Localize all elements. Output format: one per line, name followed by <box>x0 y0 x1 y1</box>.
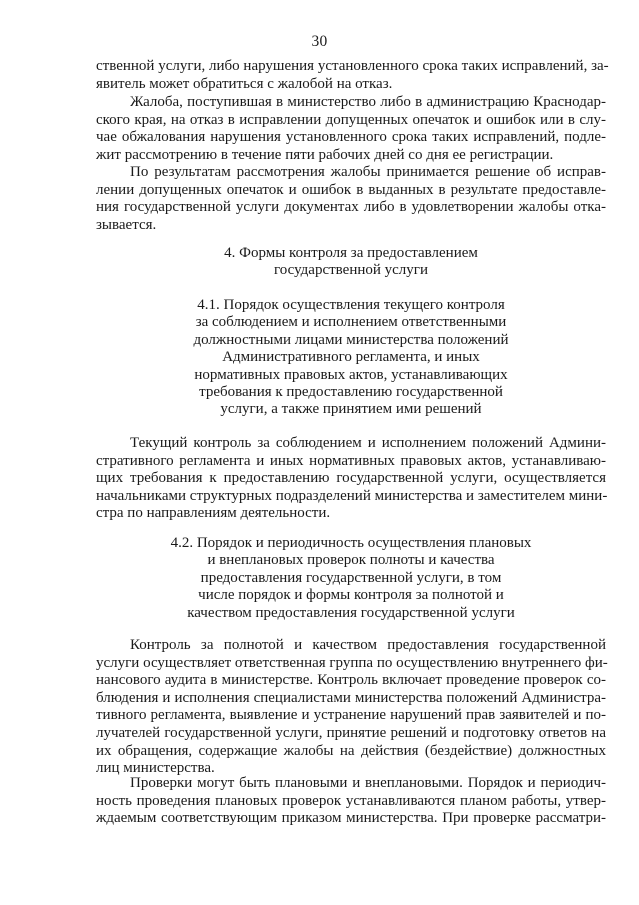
text-line: щих требования к предоставлению государственной услуги, осуществляется <box>96 470 606 487</box>
paragraph-complaint <box>96 94 606 164</box>
heading-line: за соблюдением и исполнением ответственными <box>195 314 507 331</box>
heading-line: 4.2. Порядок и периодичность осуществления плановых <box>170 535 532 551</box>
heading-line: 4. Формы контроля за предоставлением <box>224 245 478 261</box>
heading-line: Административного регламента, и иных <box>222 349 480 366</box>
heading-line: требования к предоставлению государственной <box>199 384 503 401</box>
paragraph-quality-control <box>96 637 606 778</box>
text-line: блюдения и исполнения специалистами министерства положений Администра- <box>96 689 606 706</box>
text-line: лиц министерства. <box>96 760 215 777</box>
text-line: начальниками структурных подразделений министерства и заместителем мини- <box>96 487 608 504</box>
heading-line: нормативных правовых актов, устанавливающих <box>194 366 508 383</box>
heading-line: государственной услуги <box>274 262 428 279</box>
text-line: Контроль за полнотой и качеством предоставления государственной <box>130 637 606 653</box>
text-line: зывается. <box>96 216 157 233</box>
heading-line: и внеплановых проверок полноты и качества <box>207 552 495 569</box>
paragraph-current-control <box>96 435 606 523</box>
section-heading-4-1 <box>96 297 606 419</box>
heading-line: качеством предоставления государственной услуги <box>187 604 515 621</box>
text-line: стративного регламента и иных нормативных правовых актов, устанавливаю- <box>96 452 606 469</box>
text-line: их обращения, содержащие жалобы на действия (бездействие) должностных <box>96 742 606 759</box>
heading-line: 4.1. Порядок осуществления текущего контроля <box>197 297 505 313</box>
text-line: тивного регламента, выявление и устранение нарушений прав заявителей и по- <box>96 707 606 724</box>
paragraph-inspections <box>96 775 606 828</box>
text-line: нансового аудита в министерстве. Контроль включает проведение проверок со- <box>96 672 606 689</box>
text-line: чае обжалования нарушения установленного срока таких исправлений, подле- <box>96 129 606 146</box>
heading-line: предоставления государственной услуги, в том <box>200 569 502 586</box>
text-line: Текущий контроль за соблюдением и исполнением положений Админи- <box>130 435 606 451</box>
text-line: ского края, на отказ в исправлении допущенных опечаток и ошибок или в слу- <box>96 111 606 128</box>
text-line: ния государственной услуги документах либо в удовлетворении жалобы отка- <box>96 199 606 216</box>
text-line: явитель может обратиться с жалобой на отказ. <box>96 75 393 92</box>
section-heading-4-2 <box>96 535 606 622</box>
heading-line: должностными лицами министерства положений <box>193 331 509 348</box>
text-line: жит рассмотрению в течение пяти рабочих дней со дня ее регистрации. <box>96 146 554 163</box>
paragraph-results <box>96 164 606 234</box>
text-line: лении допущенных опечаток и ошибок в выданных в результате предоставле- <box>96 181 606 198</box>
heading-line: услуги, а также принятием ими решений <box>220 401 482 418</box>
text-line: Проверки могут быть плановыми и внеплановыми. Порядок и периодич- <box>130 775 606 791</box>
text-line: По результатам рассмотрения жалобы принимается решение об исправ- <box>130 164 606 180</box>
text-line: стра по направлениям деятельности. <box>96 505 331 522</box>
section-heading-4 <box>96 245 606 280</box>
text-line: ственной услуги, либо нарушения установленного срока таких исправлений, за- <box>96 58 609 74</box>
page-number: 30 <box>311 33 328 50</box>
text-line: ждаемым соответствующим приказом министерства. При проверке рассматри- <box>96 810 606 827</box>
text-line: Жалоба, поступившая в министерство либо в администрацию Краснодар- <box>130 94 606 110</box>
heading-line: числе порядок и формы контроля за полнотой и <box>198 587 504 604</box>
text-line: лучателей государственной услуги, принятие решений и подготовку ответов на <box>96 724 606 741</box>
paragraph-continuation <box>96 58 609 93</box>
text-line: услуги осуществляет ответственная группа по осуществлению внутреннего фи- <box>96 654 608 671</box>
text-line: ность проведения плановых проверок устанавливаются планом работы, утвер- <box>96 792 606 809</box>
